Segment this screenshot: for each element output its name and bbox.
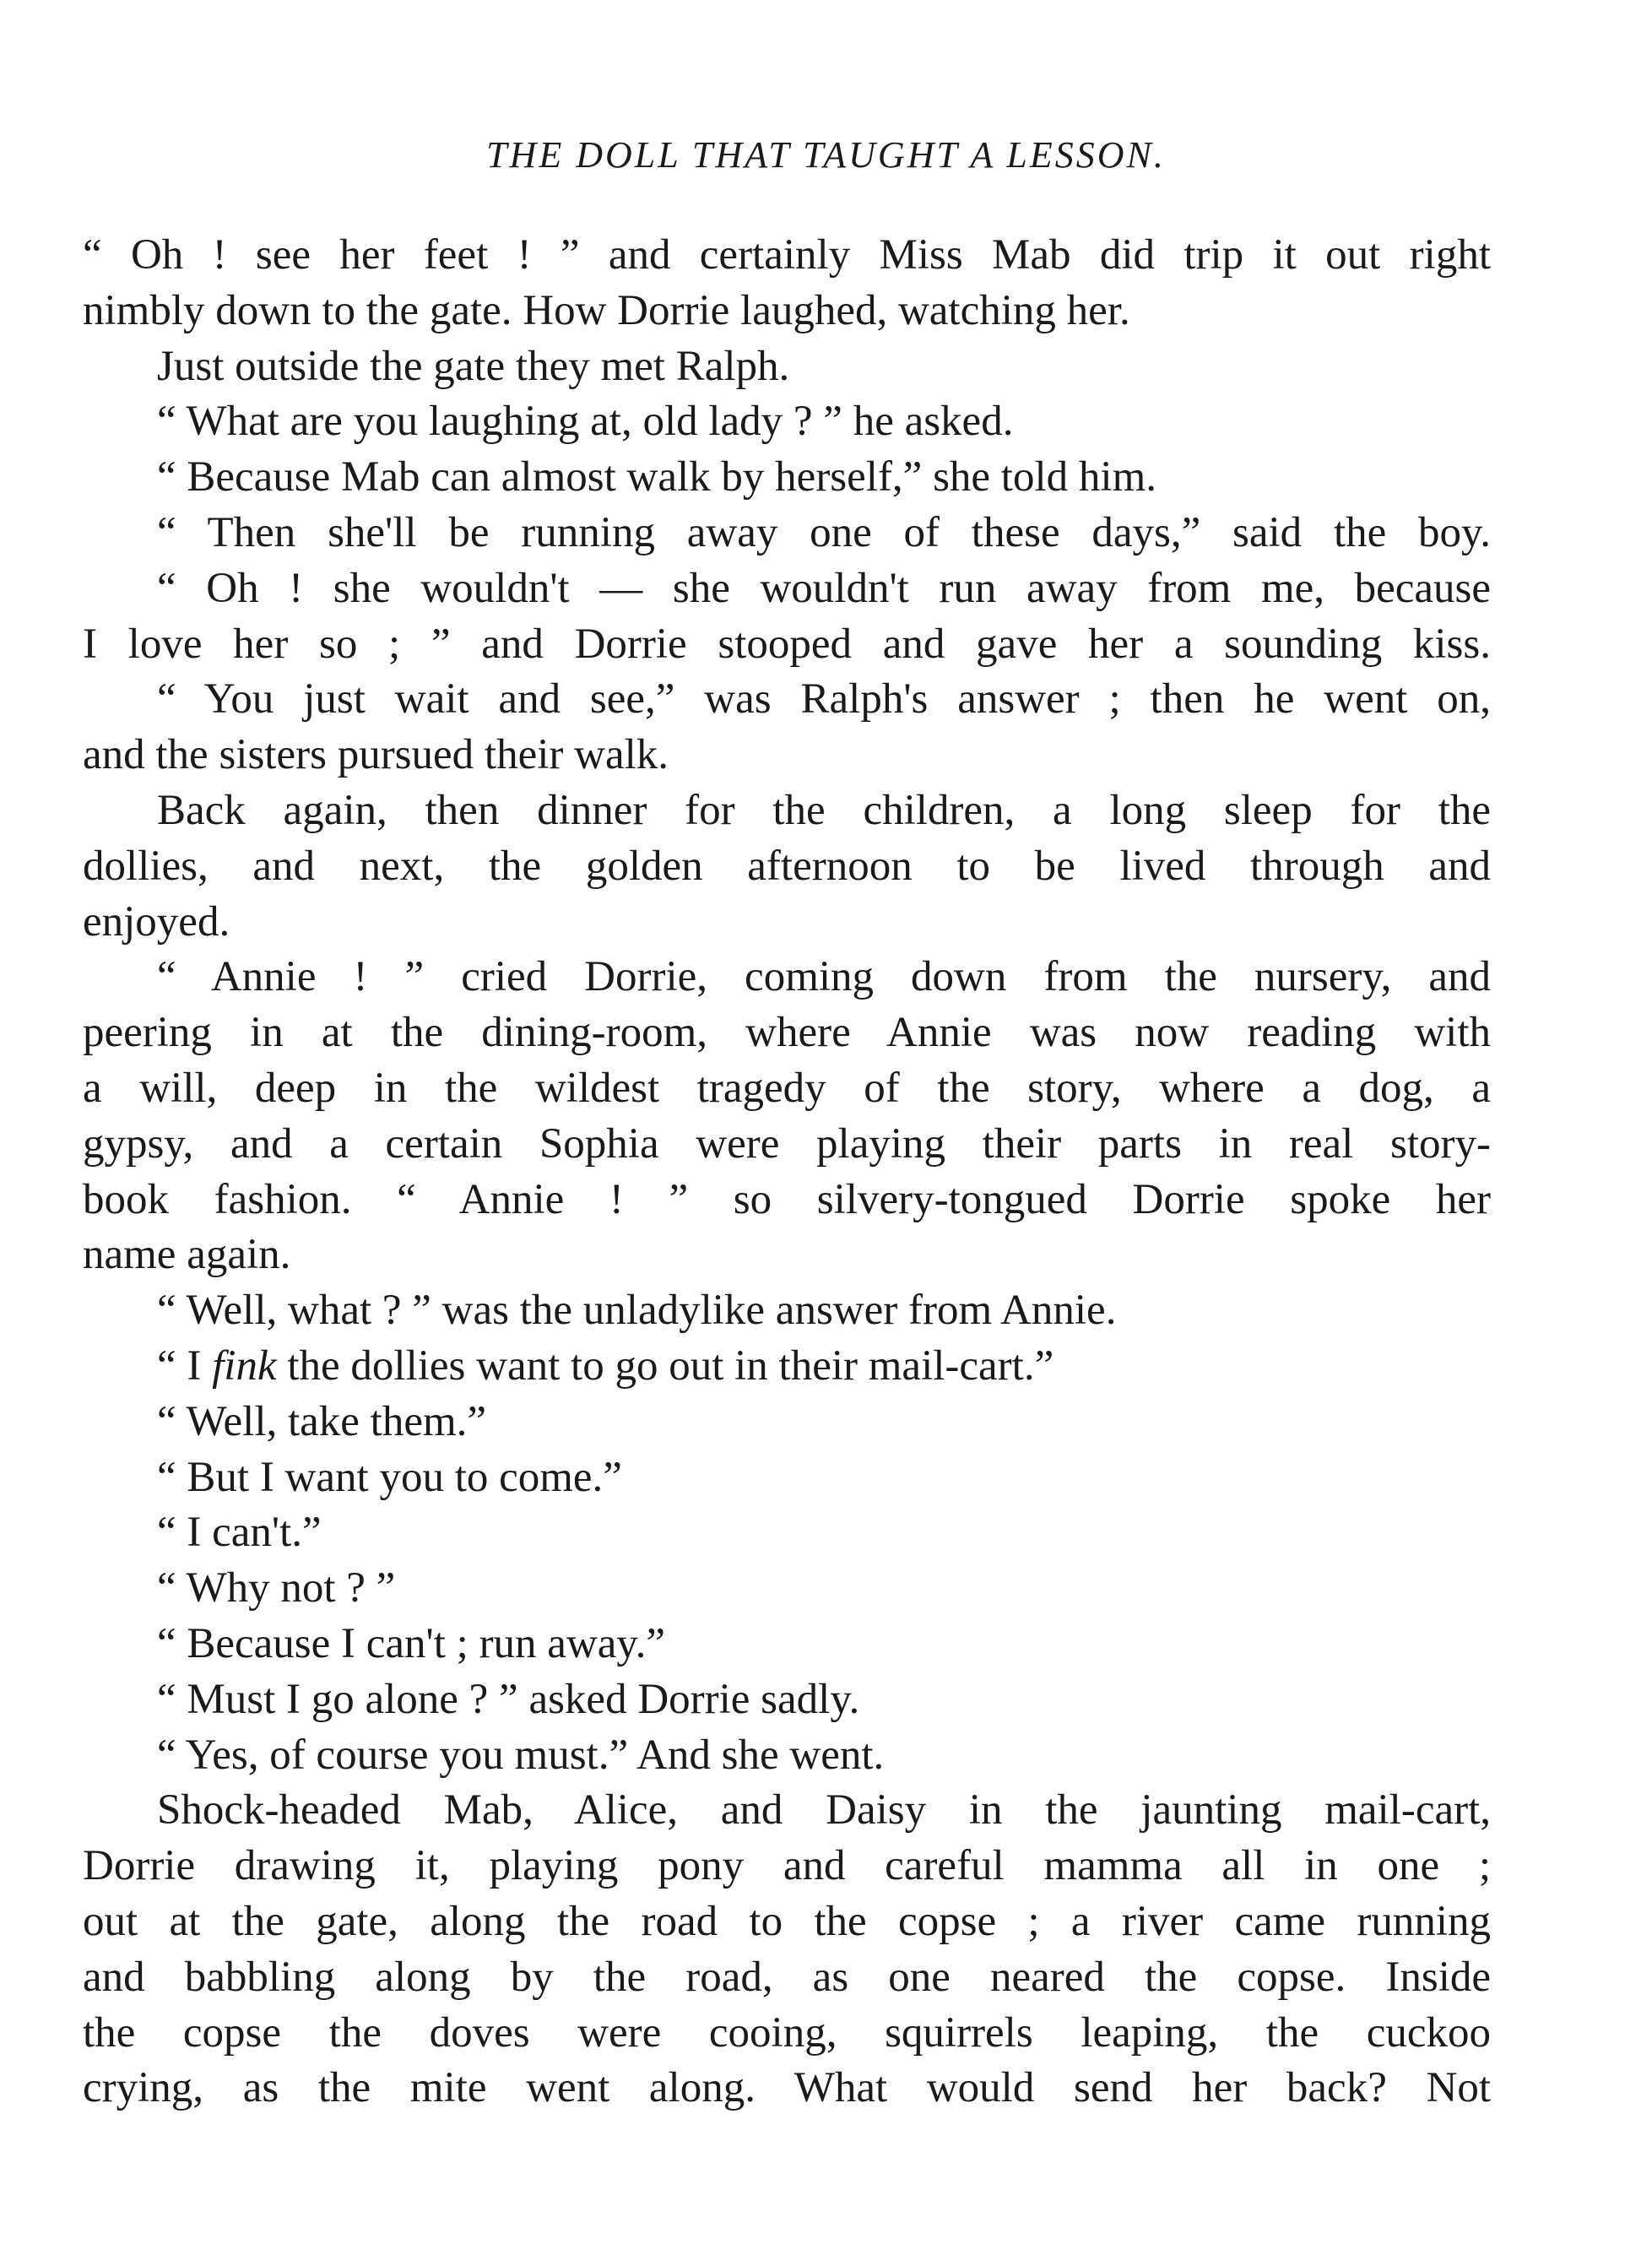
text-fragment: “ I [157,1341,213,1390]
text-line: “ Well, what ? ” was the unladylike answer from Annie. [157,1287,1117,1335]
text-line: the copse the doves were cooing, squirrels leaping, the cuckoo [83,2008,1491,2057]
text-line: “ But I want you to come.” [157,1453,622,1501]
text-line: “ Then she'll be running away one of these days,” said the boy. [157,508,1491,556]
body-text [83,228,1491,2116]
text-fragment: the dollies want to go out in their mail-cart.” [276,1341,1054,1390]
text-line: peering in at the dining-room, where Annie was now reading with [83,1009,1491,1057]
text-line: “ What are you laughing at, old lady ? ” he asked. [157,398,1014,446]
text-line: “ Because I can't ; run away.” [157,1619,665,1667]
text-line: nimbly down to the gate. How Dorrie laughed, watching her. [83,286,1130,334]
text-line: “ You just wait and see,” was Ralph's answer ; then he went on, [157,675,1491,724]
text-line: a will, deep in the wildest tragedy of the story, where a dog, a [83,1064,1491,1112]
text-line: “ I can't.” [157,1509,322,1557]
text-line: crying, as the mite went along. What would send her back? Not [83,2064,1491,2112]
text-line: and the sisters pursued their walk. [83,731,669,779]
text-line: “ Yes, of course you must.” And she went. [157,1731,885,1779]
text-line: “ Well, take them.” [157,1397,487,1445]
text-line: “ Oh ! see her feet ! ” and certainly Miss Mab did trip it out right [83,231,1491,279]
text-line: name again. [83,1231,291,1279]
text-line: enjoyed. [83,897,230,946]
running-head: THE DOLL THAT TAUGHT A LESSON. [486,134,1166,176]
text-line: “ Because Mab can almost walk by herself,” she told him. [157,453,1156,501]
text-line: “ Oh ! she wouldn't — she wouldn't run away from me, because [157,564,1491,612]
text-line: gypsy, and a certain Sophia were playing their parts in real story- [83,1119,1491,1168]
text-line: Shock-headed Mab, Alice, and Daisy in the jaunting mail-cart, [157,1786,1491,1835]
text-line: “ Why not ? ” [157,1564,396,1612]
text-line: “ Must I go alone ? ” asked Dorrie sadly. [157,1675,860,1723]
italic-word: fink [212,1341,277,1390]
text-line: book fashion. “ Annie ! ” so silvery-tongued Dorrie spoke her [83,1175,1491,1223]
text-line: Back again, then dinner for the children, a long sleep for the [157,786,1491,834]
text-line: I love her so ; ” and Dorrie stooped and gave her a sounding kiss. [83,620,1491,668]
text-line: and babbling along by the road, as one neared the copse. Inside [83,1953,1491,2001]
text-line: Just outside the gate they met Ralph. [157,342,790,390]
text-line: out at the gate, along the road to the copse ; a river came running [83,1897,1491,1945]
text-line [83,1339,1491,1395]
text-line: Dorrie drawing it, playing pony and careful mamma all in one ; [83,1842,1491,1890]
text-line: “ Annie ! ” cried Dorrie, coming down from the nursery, and [157,953,1491,1001]
text-line: dollies, and next, the golden afternoon to be lived through and [83,842,1491,890]
